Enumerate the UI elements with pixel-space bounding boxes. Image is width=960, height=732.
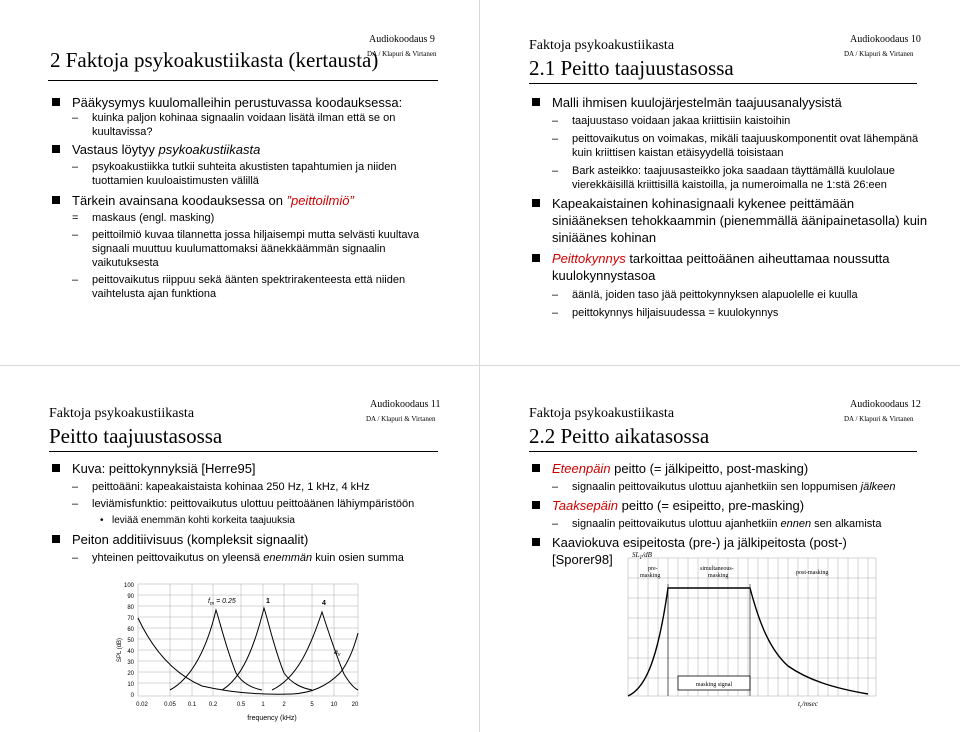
title-underline — [529, 83, 917, 84]
square-bullet-icon — [532, 501, 540, 509]
dash-icon: – — [72, 552, 79, 564]
y-tick: 20 — [127, 671, 134, 677]
y-axis-label: SPL (dB) — [117, 637, 123, 663]
y-tick: 30 — [127, 660, 134, 666]
bullet-1: Malli ihmisen kuulojärjestelmän taajuusanalyysistä — [530, 94, 930, 111]
bullet-2: Kapeakaistainen kohinasignaali kykenee peittämään siniääneksen tehokkaammin (pienemmällä äänipainetasolla) kuin siniäänes kohinan — [530, 195, 930, 246]
y-axis-label: $SL_T/dB$ — [632, 551, 652, 561]
y-tick-labels — [124, 583, 135, 699]
x-tick: 0.02 — [136, 702, 148, 708]
f4-label: 4 — [322, 600, 326, 607]
temporal-masking-figure — [618, 548, 908, 712]
bullet-3: Tärkein avainsana koodauksessa on ”peittoilmiö” — [50, 192, 440, 209]
slide-title: 2 Faktoja psykoakustiikasta (kertausta) — [50, 48, 379, 72]
x-tick: 10 — [330, 702, 338, 708]
x-tick-labels — [136, 702, 359, 708]
bullet-3: Peittokynnys tarkoittaa peittoäänen aiheuttamaa noussutta kuulokynnystasoa — [530, 250, 930, 284]
slide-title: 2.1 Peitto taajuustasossa — [529, 56, 734, 80]
x-tick: 5 — [310, 702, 314, 708]
title-underline — [49, 451, 438, 452]
subbullet: – psykoakustiikka tutkii suhteita akustisten tapahtumien ja niiden tuottamien kuuloaistimusten välillä — [72, 161, 397, 187]
square-bullet-icon — [532, 538, 540, 546]
slide-authors: DA / Klapuri & Virtanen — [844, 415, 914, 423]
slide-code: Audiokoodaus 10 — [850, 34, 921, 45]
grid — [628, 558, 876, 696]
f1-label: 1 — [266, 598, 270, 605]
dash-icon: – — [552, 165, 559, 177]
bullet-2: Peiton additiivisuus (kompleksit signaalit) — [50, 531, 450, 548]
y-tick: 90 — [127, 594, 134, 600]
equals-line: = maskaus (engl. masking) — [72, 212, 215, 224]
slide-authors: DA / Klapuri & Virtanen — [844, 50, 914, 58]
subbullet: – signaalin peittovaikutus ulottuu ajanhetkiin sen loppumisen jälkeen — [552, 481, 896, 493]
pre-masking-label: pre-masking — [640, 566, 661, 579]
av-label: $a_v$ — [334, 649, 341, 658]
bullet-2: Taaksepäin peitto (= esipeitto, pre-masking) — [530, 497, 930, 514]
x-axis-label: frequency (kHz) — [247, 715, 297, 722]
slide-kicker: Faktoja psykoakustiikasta — [529, 406, 675, 421]
bullet-1: Pääkysymys kuulomalleihin perustuvassa koodauksessa: — [50, 94, 440, 111]
dash-icon: – — [552, 481, 559, 493]
x-tick: 20 — [351, 702, 359, 708]
bullet-1: Eteenpäin peitto (= jälkipeitto, post-masking) — [530, 460, 930, 477]
y-tick: 40 — [127, 649, 134, 655]
slide-title: Peitto taajuustasossa — [49, 424, 223, 448]
x-tick: 0.5 — [236, 702, 246, 708]
title-underline — [529, 451, 917, 452]
slide-9 — [0, 0, 480, 366]
masking-signal-label: masking signal — [695, 682, 733, 688]
masking-curve-4khz — [272, 612, 358, 690]
slide-11 — [0, 366, 480, 732]
slide-body — [50, 460, 450, 565]
dash-icon: – — [72, 161, 79, 173]
y-tick: 60 — [127, 627, 134, 633]
square-bullet-icon — [52, 145, 60, 153]
subbullet: – yhteinen peittovaikutus on yleensä enemmän kuin osien summa — [72, 552, 404, 564]
square-bullet-icon — [52, 464, 60, 472]
subbullet: – peittoääni: kapeakaistaista kohinaa 250 Hz, 1 kHz, 4 kHz — [72, 481, 370, 493]
subbullet: – peittovaikutus on voimakas, mikäli taajuuskomponentit ovat lähempänä kuin kriittisen kaistan etäisyydellä toisistaan — [552, 133, 919, 159]
subbullet: – äänIä, joiden taso jää peittokynnyksen alapuolelle ei kuulla — [552, 289, 858, 301]
subbullet: – taajuustaso voidaan jakaa kriittisiin kaistoihin — [552, 115, 791, 127]
subbullet: – peittovaikutus riippuu sekä äänten spektrirakenteesta että niiden vaihtelusta ajan funktiona — [72, 274, 406, 300]
y-tick: 0 — [130, 693, 134, 699]
dash-icon: – — [552, 307, 559, 319]
subbullet: – peittokynnys hiljaisuudessa = kuulokynnys — [552, 307, 779, 319]
dash-icon: – — [72, 112, 79, 124]
dash-icon: – — [552, 133, 559, 145]
slide-body — [50, 94, 440, 301]
x-tick: 0.1 — [187, 702, 197, 708]
square-bullet-icon — [52, 535, 60, 543]
y-tick: 10 — [127, 682, 134, 688]
dash-icon: – — [552, 289, 559, 301]
slide-body — [530, 94, 930, 320]
square-bullet-icon — [532, 254, 540, 262]
y-tick: 100 — [123, 583, 134, 589]
bullet-3: Kaaviokuva esipeitosta (pre-) ja jälkipeitosta (post-) [Sporer98] — [530, 534, 882, 568]
subbullet: – leviämisfunktio: peittovaikutus ulottuu peittoäänen lähiympäristöön — [72, 498, 415, 510]
slide-authors: DA / Klapuri & Virtanen — [367, 50, 437, 58]
bullet-1: Kuva: peittokynnyksiä [Herre95] — [50, 460, 450, 477]
x-tick: 1 — [261, 702, 265, 708]
square-bullet-icon — [52, 196, 60, 204]
subsubbullet: • leviää enemmän kohti korkeita taajuuksia — [100, 515, 295, 526]
square-bullet-icon — [532, 199, 540, 207]
dash-icon: – — [72, 229, 79, 241]
slide-12 — [480, 366, 960, 732]
post-masking-label: post-masking — [796, 570, 829, 576]
x-tick: 0.2 — [208, 702, 218, 708]
bullet-2: Vastaus löytyy psykoakustiikasta — [50, 141, 440, 158]
square-bullet-icon — [532, 98, 540, 106]
slide-authors: DA / Klapuri & Virtanen — [366, 415, 436, 423]
y-tick: 70 — [127, 616, 134, 622]
title-underline — [48, 80, 438, 81]
masking-thresholds-figure — [112, 578, 412, 726]
subbullet: – peittoilmiö kuvaa tilannetta jossa hiljaisempi mutta selvästi kuultava signaali muuttuu kuulumattomaksi äänekkäämmän signaalin vaikutuksesta — [72, 229, 420, 269]
square-bullet-icon — [52, 98, 60, 106]
x-axis-label: $t_r$/msec — [798, 700, 818, 710]
dot-bullet-icon: • — [100, 515, 104, 526]
subbullet: – kuinka paljon kohinaa signaalin voidaan lisätä ilman että se on kuultavissa? — [72, 112, 396, 138]
x-tick: 0.05 — [164, 702, 176, 708]
x-tick: 2 — [282, 702, 286, 708]
dash-icon: – — [552, 518, 559, 530]
dash-icon: – — [552, 115, 559, 127]
y-tick: 80 — [127, 605, 134, 611]
slide-10 — [480, 0, 960, 366]
subbullet: – Bark asteikko: taajuusasteikko joka saadaan täyttämällä kuulolaue vierekkäisillä kriittisillä kaistoilla, ja numeroimalla ne 1:stä 26:een — [552, 165, 895, 191]
slide-kicker: Faktoja psykoakustiikasta — [49, 406, 195, 421]
slide-code: Audiokoodaus 12 — [850, 399, 921, 410]
simultaneous-masking-label: simultaneous-masking — [700, 566, 734, 579]
slide-title: 2.2 Peitto aikatasossa — [529, 424, 710, 448]
dash-icon: – — [72, 274, 79, 286]
slide-code: Audiokoodaus 11 — [370, 399, 441, 410]
masking-curve-1khz — [222, 608, 312, 690]
square-bullet-icon — [532, 464, 540, 472]
y-tick: 50 — [127, 638, 134, 644]
slide-kicker: Faktoja psykoakustiikasta — [529, 38, 675, 53]
slide-code: Audiokoodaus 9 — [369, 34, 435, 45]
fm-label: $f_m = 0.25$ — [208, 598, 236, 607]
subbullet: – signaalin peittovaikutus ulottuu ajanhetkiin ennen sen alkamista — [552, 518, 882, 530]
dash-icon: – — [72, 498, 79, 510]
dash-icon: – — [72, 481, 79, 493]
